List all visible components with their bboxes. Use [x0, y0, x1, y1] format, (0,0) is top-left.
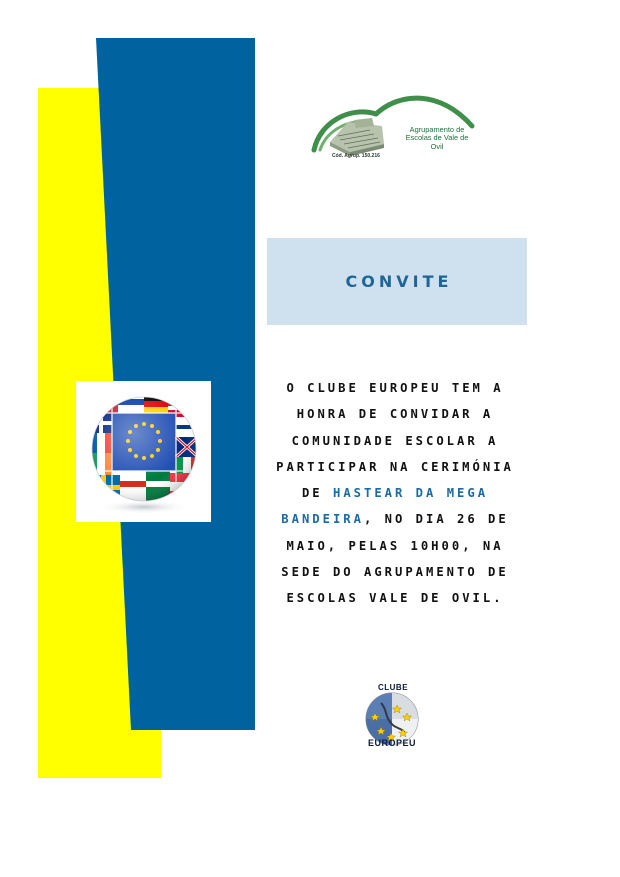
invitation-highlight: HASTEAR DA MEGA BANDEIRA — [281, 486, 489, 527]
club-logo-bottom-text: EUROPEU — [367, 738, 416, 748]
invitation-text-part2: , NO DIA 26 DE MAIO, PELAS 10H00, NA SEDE DO AGRUPAMENTO DE ESCOLAS VALE DE OVIL. — [281, 512, 509, 606]
page-title: CONVITE — [345, 272, 453, 291]
invitation-text-part1: O CLUBE EUROPEU TEM A HONRA DE CONVIDAR A COMUNIDADE ESCOLAR A PARTICIPAR NA CERIMÓNIA DE — [276, 381, 514, 501]
club-logo-top-text: CLUBE — [377, 683, 409, 692]
title-box — [267, 238, 527, 325]
flags-globe-card — [76, 381, 211, 522]
school-code-text: Cód. Agrup. 150.216 — [332, 153, 380, 159]
invitation-text — [270, 375, 520, 612]
school-name-text: Agrupamento de Escolas de Vale de Ovil — [405, 125, 469, 151]
flags-globe-icon — [76, 381, 211, 522]
